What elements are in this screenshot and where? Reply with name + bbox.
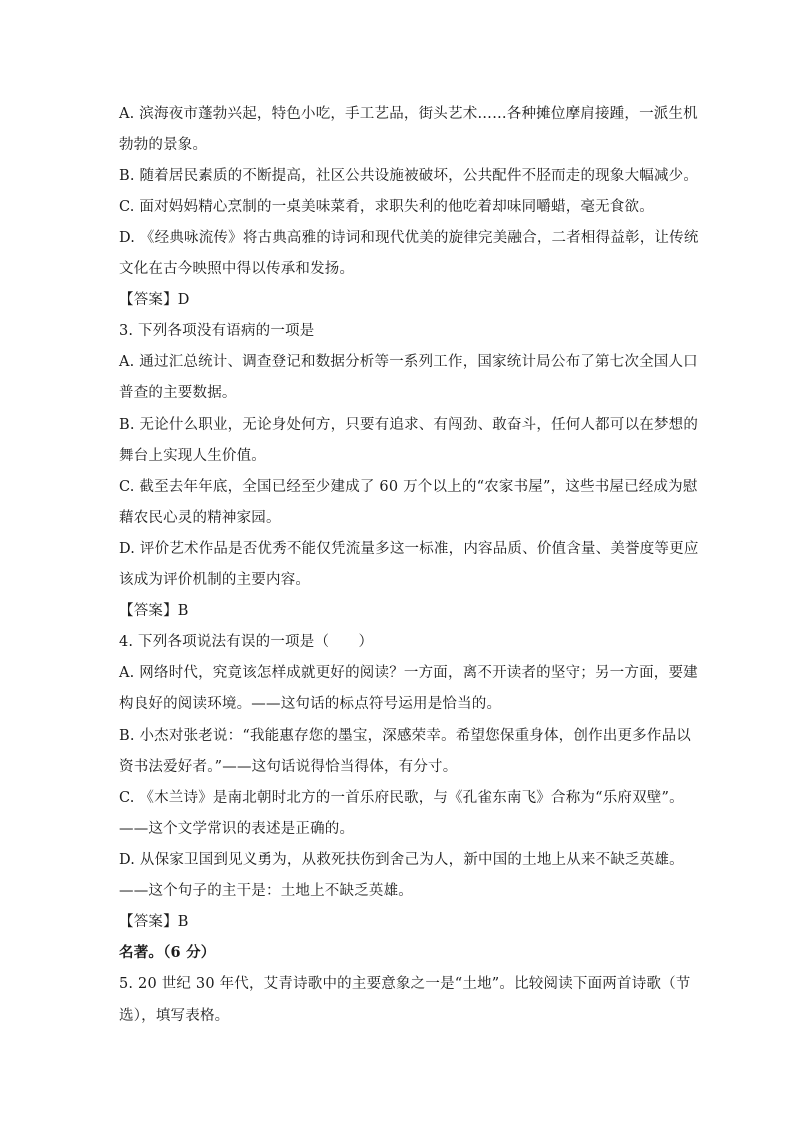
q4-option-c-line1: C. 《木兰诗》是南北朝时北方的一首乐府民歌，与《孔雀东南飞》合称为“乐府双壁”。 — [119, 790, 684, 806]
q3-option-c-line1: C. 截至去年年底，全国已经至少建成了 60 万个以上的“农家书屋”，这些书屋已经成为慰 — [119, 479, 698, 495]
q4-option-c-line2: ——这个文学常识的表述是正确的。 — [119, 821, 355, 837]
q2-option-a-line2: 勃勃的景象。 — [119, 137, 208, 153]
q5-stem-line1: 5. 20 世纪 30 年代，艾青诗歌中的主要意象之一是“土地”。比较阅读下面两首诗歌（节 — [119, 976, 691, 992]
q3-option-b-line2: 舞台上实现人生价值。 — [119, 448, 266, 464]
q4-option-d-line1: D. 从保家卫国到见义勇为，从救死扶伤到舍己为人，新中国的土地上从来不缺乏英雄。 — [119, 852, 684, 868]
q2-option-b: B. 随着居民素质的不断提高，社区公共设施被破坏，公共配件不胫而走的现象大幅减少。 — [119, 168, 699, 184]
q3-option-d-line1: D. 评价艺术作品是否优秀不能仅凭流量多这一标准，内容品质、价值含量、美誉度等更应 — [119, 541, 699, 557]
q4-answer: 【答案】B — [119, 914, 189, 930]
section-heading: 名著。（6 分） — [119, 944, 216, 961]
q3-stem: 3. 下列各项没有语病的一项是 — [119, 323, 315, 339]
q5-stem-line2: 选），填写表格。 — [119, 1008, 230, 1024]
q2-option-c: C. 面对妈妈精心烹制的一桌美味菜肴，求职失利的他吃着却味同嚼蜡，毫无食欲。 — [119, 199, 654, 215]
q3-option-d-line2: 该成为评价机制的主要内容。 — [119, 572, 311, 588]
q3-answer: 【答案】B — [119, 603, 189, 619]
q4-option-b-line2: 资书法爱好者。”——这句话说得恰当得体，有分寸。 — [119, 759, 458, 775]
q4-option-b-line1: B. 小杰对张老说：“我能惠存您的墨宝，深感荣幸。希望您保重身体，创作出更多作品以 — [119, 728, 691, 744]
q3-option-a-line1: A. 通过汇总统计、调查登记和数据分析等一系列工作，国家统计局公布了第七次全国人口 — [119, 354, 698, 370]
q2-option-d-line1: D. 《经典咏流传》将古典高雅的诗词和现代优美的旋律完美融合，二者相得益彰，让传统 — [119, 230, 699, 246]
q3-option-b-line1: B. 无论什么职业，无论身处何方，只要有追求、有闯劲、敢奋斗，任何人都可以在梦想的 — [119, 417, 699, 433]
q2-answer: 【答案】D — [119, 292, 190, 308]
q4-option-a-line2: 构良好的阅读环境。——这句话的标点符号运用是恰当的。 — [119, 696, 502, 712]
q3-option-a-line2: 普查的主要数据。 — [119, 385, 237, 401]
q2-option-a-line1: A. 滨海夜市蓬勃兴起，特色小吃，手工艺品，街头艺术……各种摊位摩肩接踵，一派生机 — [119, 106, 698, 122]
q3-option-c-line2: 藉农民心灵的精神家园。 — [119, 510, 281, 526]
q4-option-a-line1: A. 网络时代，究竟该怎样成就更好的阅读？一方面，离不开读者的坚守；另一方面，要建 — [119, 665, 698, 681]
q4-stem: 4. 下列各项说法有误的一项是（ ） — [119, 634, 374, 650]
q2-option-d-line2: 文化在古今映照中得以传承和发扬。 — [119, 261, 355, 277]
q4-option-d-line2: ——这个句子的主干是：土地上不缺乏英雄。 — [119, 883, 413, 899]
